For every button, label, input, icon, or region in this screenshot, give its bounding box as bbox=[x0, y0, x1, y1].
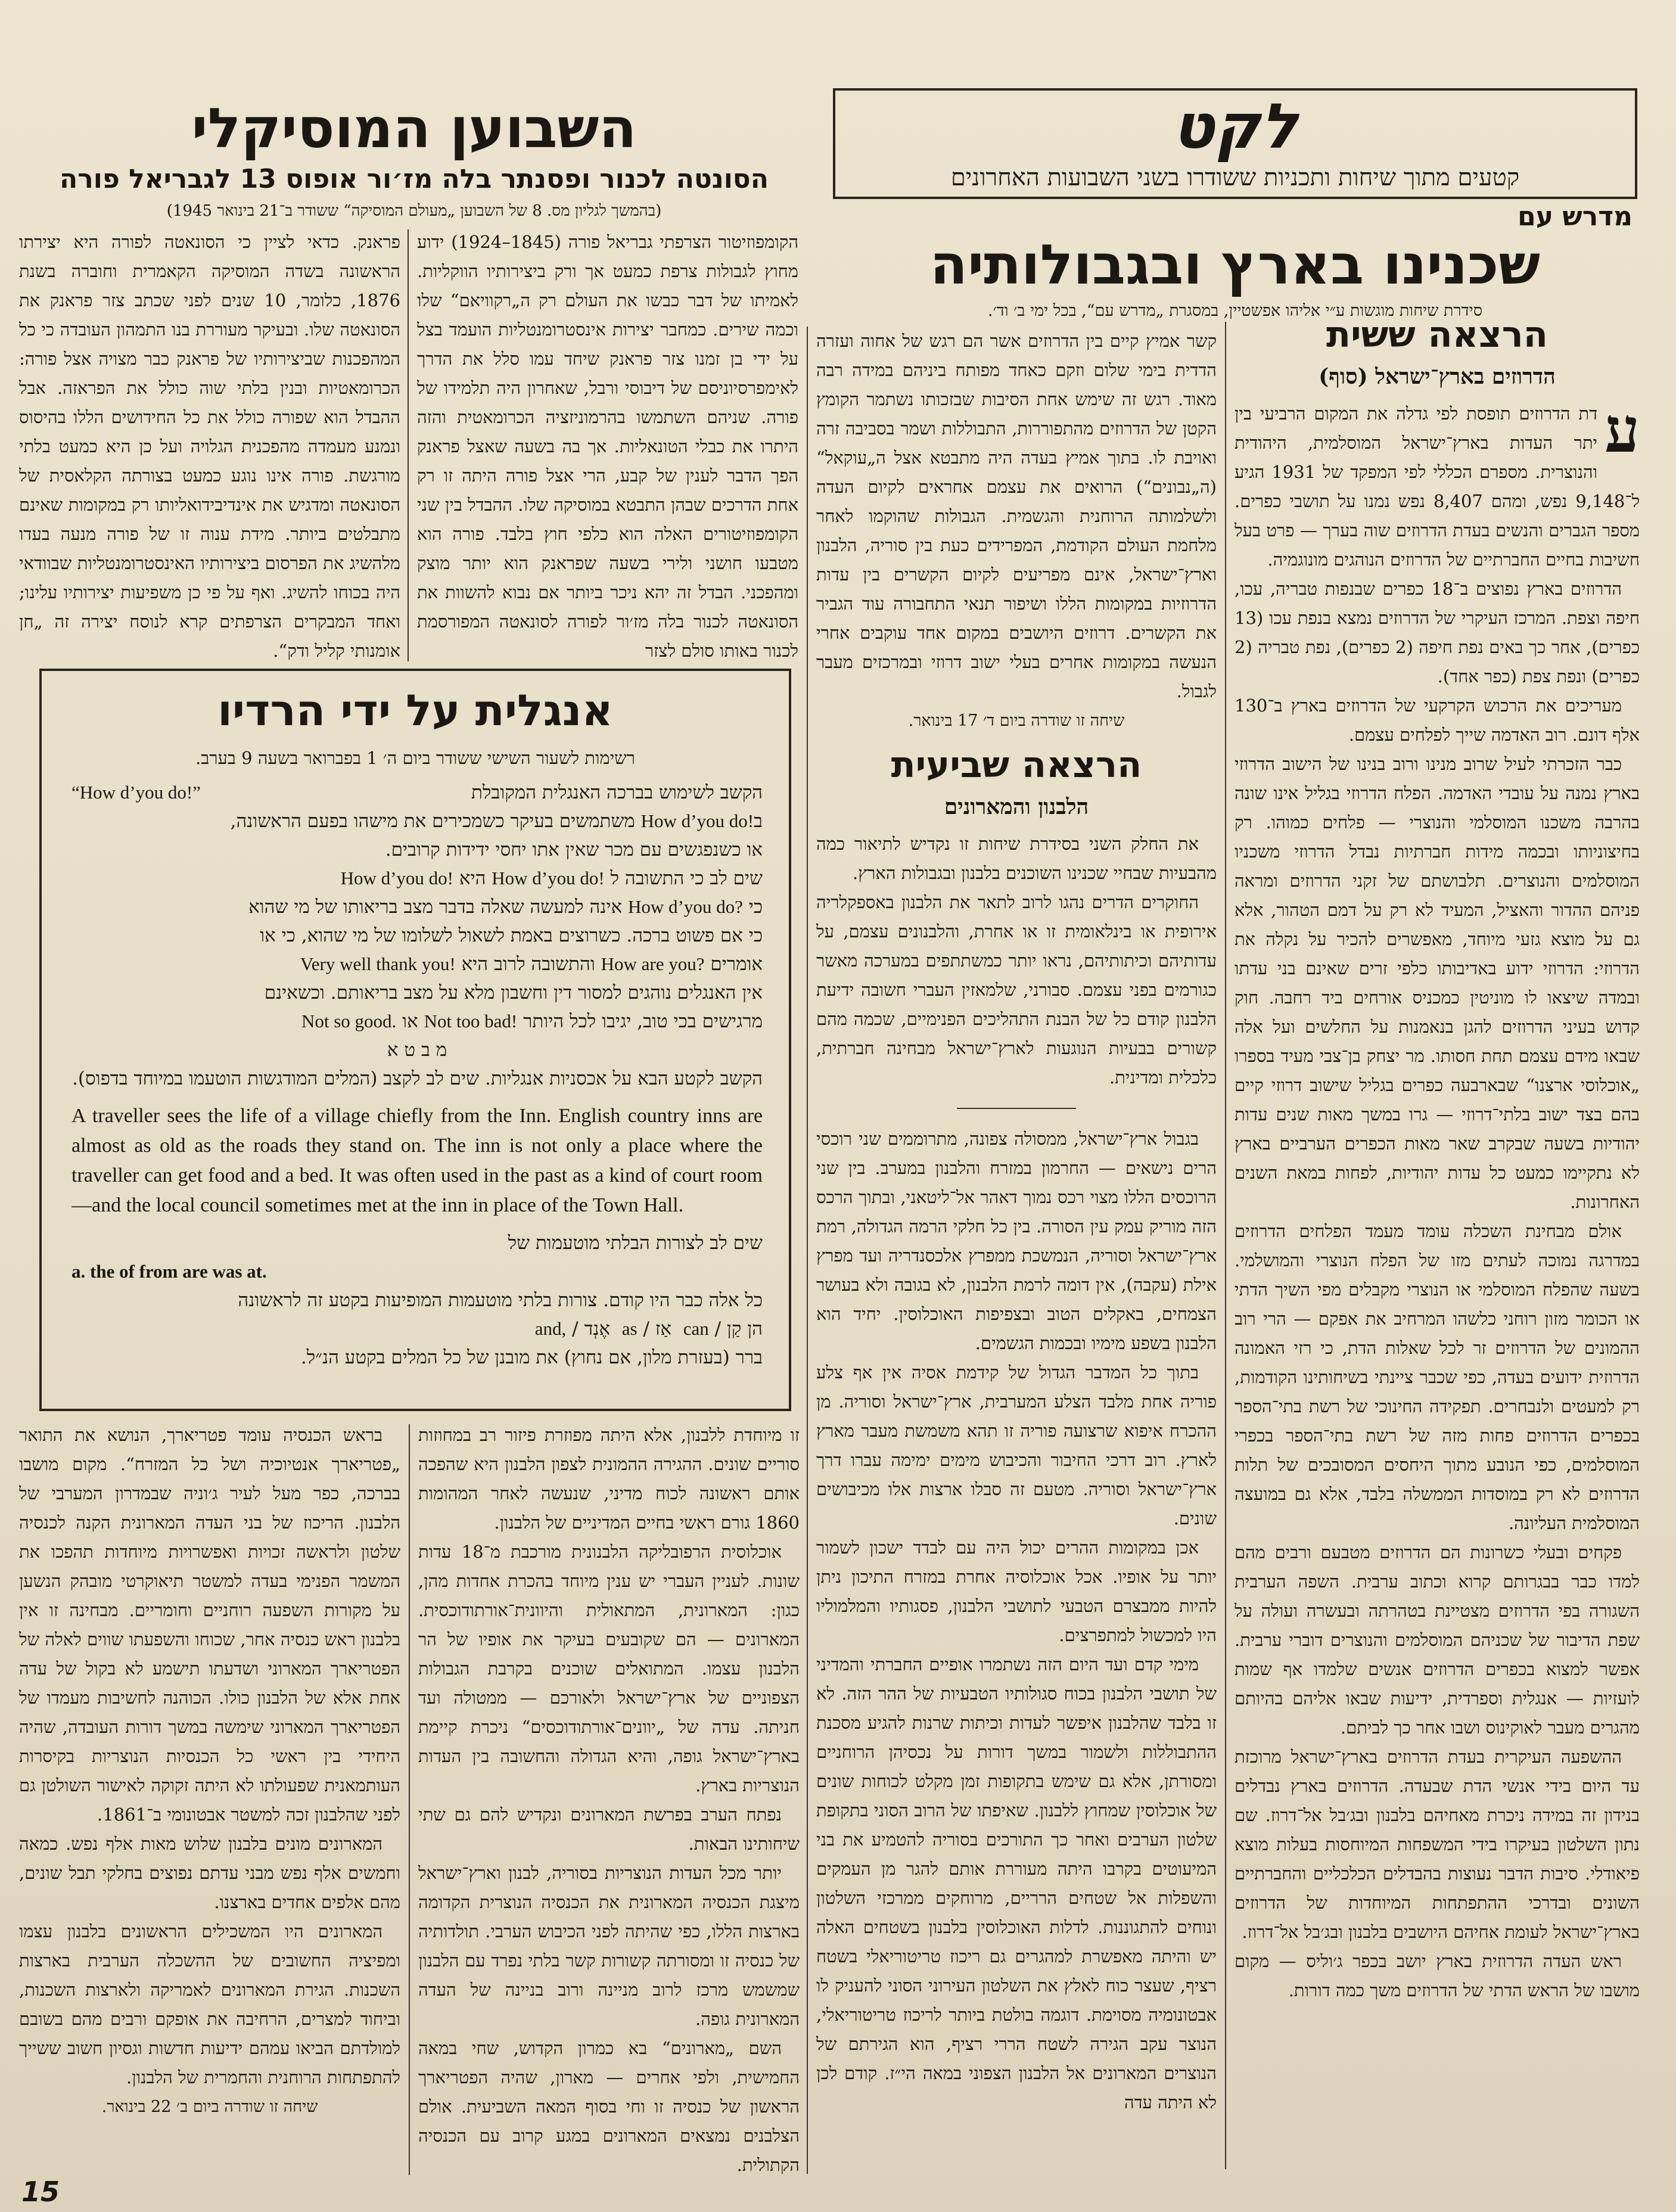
english-line: אין האנגלים נוהגים למסור דין וחשבון מלא על מצב בריאותם. וכשאינם bbox=[264, 982, 763, 1004]
leket-logo: לקט bbox=[1172, 91, 1298, 162]
article-paragraph: נפתח הערב בפרשת המארונים ונקדיש להם גם שתי שיחותינו הבאות. bbox=[418, 1804, 800, 1854]
article-paragraph: המארונים היו המשכילים הראשונים בלבנון עצמו ומפיציה החשובים של ההשכלה הערבית בארצות השכנות. הגירת המארונים לאמריקה ולארצות השכנות, וביחוד למצרים, הרחיבה את אופקם ורבים מהם בשובם למולדתם הביאו עמהם ידיעות חדשות וגסיון חשוב ששייך להתפתחות הרוחנית והחמרית של הלבנון. bbox=[19, 1921, 400, 2087]
lecture6-column bbox=[1235, 310, 1640, 2175]
section-rule bbox=[957, 1108, 1076, 1109]
music-column-right bbox=[417, 228, 798, 663]
leket-box bbox=[833, 88, 1637, 199]
article-paragraph: קשר אמיץ קיים בין הדרוזים אשר הם רגש של אחוה ועזרה הדדית בימי שלום וזקם כאחד מפותח ביניהם במידה רבה מאוד. רגש זה שימש אחת הסיבות שבזכותו נשתמר הקומץ הקטן של הדרוזים מהתפוררות, התבוללות ושמר בסביבה זרה ואויבת לו. בתוך אמיץ בעדה היה מתבטא אצל ה„עוקאל“ (ה„נבונים“) הרואים את עצמם אחראים לקיום העדה ולשלמותה הרוחנית והגשמית. הגבולות שהוקמו לאחר מלחמת העולם הקודמת, המפרידים כעת בין סוריה, הלבנון וארץ־ישראל, אינם מפריעים לקיום הקשרים בין עדות הדרוזיות במקומות הללו ושיפור תנאי התחבורה עוד הגביר את הקשרים. דרוזים היושבים במקום אחד עוקבים אחרי הנעשה במקומות אחרים בעלי ישוב דרוזי ובמרכזים מעבר לגבול. bbox=[816, 331, 1217, 701]
article-paragraph: הדרוזים בארץ נפוצים ב־18 כפרים שבנפות טבריה, עכו, חיפה וצפת. המרכז העיקרי של הדרוזים נמצא בנפת עכו (13 כפרים), אחר כך באים נפת חיפה (2 כפרים), נפת טבריה (2 כפרים) ונפת צפת (כפר אחד). bbox=[1235, 579, 1640, 686]
air-date: שיחה זו שודרה ביום ב׳ 22 בינואר. bbox=[101, 2098, 318, 2116]
lecture6-title: הרצאה ששית bbox=[1326, 314, 1548, 356]
music-note: (בהמשך לגליון מס. 8 של השבוען „מעולם המוסיקה“ ששודר ב־21 בינואר 1945) bbox=[166, 202, 662, 220]
column-divider bbox=[807, 327, 808, 2174]
music-paragraph: פראנק. כדאי לציין כי הסונאטה לפורה היא יצירתו הראשונה בשדה המוסיקה הקאמרית וחוברה בשנת 1876, כלומר, 10 שנים לפני שכתב צזר פראנק את הסונאטה שלו. ובעיקר מעוררת בנו התמהון העובדה כי כל המהפכנות שביצירותיו של פראנק כבר מצויה אצל פורה: הכרומאטיות ובנין בלתי שוה כולל את הפראזה. אבל ההבדל הוא שפורה כולל את כל החידושים הללו בהיסוס ונמנע מעמדה מהפכנית הגלויה ועל כן היא כמעט בלתי מורגשת. פורה אינו נוגע כמעט בצורתה הקלאסית של הסונאטה ומדגיש את אינדיבידואליותו רק במקומות שאינם מתבלטים ביותר. מידת ענוה זו של פורה מנעה בעדו מלהשיג את הפרסום ביצירותיו האינסטרומנטליות שבוודאי היה בכוחו להשיג. ואף על פי כן משפיעות יצירותיו עלינו; ואחד המבקרים הצרפתים קרא לנוסח יצירה זה „חן אומנותי קליל ודק“. bbox=[19, 232, 400, 661]
lecture6-subtitle: הדרוזים בארץ־ישראל (סוף) bbox=[1319, 364, 1556, 389]
article-paragraph: בתוך כל המדבר הגדול של קידמת אסיה אין אף צלע פוריה אחת מלבד הצלע המערבית, ארץ־ישראל וסוריה. מן ההכרח איפוא שרצועה פוריה זו תהא משמשת מעבר מארץ לארץ. רוב דרכי החיבור והכיבוש מימים ימימה עברו דרך ארץ־ישראל וסוריה. מטעם זה סבלו ארצות אלו מכיבושים שונים. bbox=[816, 1362, 1217, 1528]
english-line: ברר (בעזרת מלון, אם נחוץ) את מובנן של כל המלים בקטע הנ״ל. bbox=[300, 1347, 763, 1368]
article-paragraph: פקחים ובעלי כשרונות הם הדרוזים מטבעם ורבים מהם למדו כבר בבגרותם קרוא וכתוב ערבית. השפה הערבית השגורה בפי הדרוזים מצטיינת בטהרתה ובעשרה ועולה על שפת הדיבור של שכניהם המוסלמים והנוצרים דוברי ערבית. אפשר למצוא בכפרים הדרוזים אנשים שלמדו אף שמות לועזיות — אנגלית וספרדית, ידיעות שבאו אליהם בהיותם מהגרים מעבר לאוקינוס ושבו אחר כך לביתם. bbox=[1235, 1542, 1640, 1738]
article-paragraph: זו מיוחדת ללבנון, אלא היתה מפוזרת פיזור רב במחוזות סוריים שונים. ההגירה ההמונית לצפון הלבנון היא שהפכה אותם ראשונה לכוח מדיני, שנעשה לאחר המהומות 1860 גורם ראשי בחיים המדיניים של הלבנון. bbox=[418, 1425, 800, 1533]
bottom-column-left bbox=[19, 1421, 400, 2177]
midrash-series: סידרת שיחות מוגשות ע״י אליהו אפשטיין, במסגרת „מדרש עם“, בכל ימי ב׳ וד׳. bbox=[987, 302, 1483, 320]
english-line: a. the of from are was at. bbox=[71, 1261, 267, 1282]
bottom-column-right bbox=[418, 1421, 800, 2177]
page-number: 15 bbox=[21, 2176, 60, 2208]
english-line: כל אלה כבר היו קודם. צורות בלתי מוטעמות המופיעות בקטע זה לראשונה bbox=[238, 1290, 763, 1311]
article-paragraph: כבר הזכרתי לעיל שרוב מנינו ורוב בנינו של הישוב הדרוזי בארץ נמנה על עובדי האדמה. הפלח הדרוזי בגליל אינו שונה בהרבה משכנו המוסלמי והנוצרי — פלחים כמוהו. רק בחיצוניותו ובכמה מידות חברתיות נבדל הדרוזי משכניו המוסלמים והנוצרים. תלבושתם של זקני הדרוזים ומראה פניהם ההדור והאציל, המעיד לא רק על דמם הטהור, אלא גם על מוצא גזעי מיוחד, מאפשרים להכיר על נקלה את הדרוזי: הדרוזי ידוע באדיבותו כלפי זרים שאינם בני עדתו ובמדה שיצאו לו מוניטין כמכניס אורחים ביד רחבה. חוק קדוש בעיני הדרוזים להגן בנאמנות על החלשים ועל אלה שבאו מידם עצמם תחת חסותו. מר יצחק בן־צבי מעיד בספרו „אוכלוסי ארצנו“ שבארבעה כפרים בגליל שישוב דרוזי קיים בהם בצד ישוב בלתי־דרוזי — גרו במשך מאות שנים עדות יהודיות בשעה שבקרב שאר מאות הכפרים הערביים בארץ לא נתקיימו כמעט כל עדות יהודיות, לפחות במאת השנים האחרונות. bbox=[1235, 754, 1640, 1212]
english-line: שים לב לצורות הבלתי מוטעמות של bbox=[508, 1232, 763, 1254]
column-divider bbox=[409, 1424, 410, 2175]
english-line: כי אם פשוט ברכה. כשרוצים באמת לשאול לשלומו של מי שהוא, כי או bbox=[260, 925, 763, 946]
leket-subtitle: קטעים מתוך שיחות ותכניות ששודרו בשני השבועות האחרונים bbox=[950, 164, 1520, 191]
music-subtitle: הסונטה לכנור ופסנתר בלה מז׳ור אופוס 13 לגבריאל פורה bbox=[60, 164, 769, 194]
column-divider bbox=[408, 229, 409, 661]
article-paragraph: בגבול ארץ־ישראל, ממסולה צפונה, מתרוממים שני רוכסי הרים נישאים — החרמון במזרח והלבנון במערב. בין שני הרוכסים הללו מצוי רכס נמוך דאהר אל־ליטאני, ובתוך הרכס הזה מוריק עמק עין הסורה. בין כל חלקי הרמה הגדולה, רמת ארץ־ישראל וסוריה, הנמשכת ממפרץ אלכסנדריה ועד מפרץ אילת (עקבה), אין דומה לרמת הלבנון, לא בגובה ולא בעושר הצמחים, באקלים הטוב ובצפיפות האוכלוסין. יחיד הוא הלבנון בשפע מימיו ובכמות הגשמים. bbox=[816, 1129, 1217, 1353]
music-paragraph: הקומפוזיטור הצרפתי גבריאל פורה (1845–1924) ידוע מחוץ לגבולות צרפת כמעט אך ורק ביצירותיו הווקליות. לאמיתו של דבר כבשו את העולם רק ה„רקוויאם“ שלו וכמה שירים. כמחבר יצירות אינסטרומנטליות הועמד בצל על ידי בן זמנו צזר פראנק שיחד עמו סלל את הדרך לאימפרסיוניסם של דיבוסי ורבל, שאחרון היה תלמידו של פורה. שניהם השתמשו בהרמוניזציה הכרומאטית והזה היתרו את כבלי הטונאליות. אך בה בשעה שאצל פראנק הפך הדבר לענין של קבע, הרי אצל פורה היתה זו רק אחת הדרכים שבהן התבטא במוסיקה שלו. ההבדל בין שני הקומפוזיטורים האלה הוא כלפי חוץ בלבד. פורה הוא מטבעו חושני ולירי בשעה שפראנק הוא יותר מוצק ומהפכני. הבדל זה יהא ניכר ביותר אם נבוא להשוות את הסונאטה לכנור בלה מז׳ור לפורה לסונאטה המפורסמת לכנור באותו סולם לצזר bbox=[417, 232, 798, 661]
english-title: אנגלית על ידי הרדיו bbox=[217, 685, 613, 735]
music-column-left bbox=[19, 228, 400, 663]
article-paragraph: אוכלוסית הרפובליקה הלבנונית מורכבת מ־18 עדות שונות. לעניין העברי יש ענין מיוחד בהכרת אחדות מהן, כגון: המארונית, המתאולית והיוונית־אורתודוכסית. המארונים — הם שקובעים בעיקר את אופיו של הר הלבנון עצמו. המתואלים שוכנים בקרבת הגבולות הצפוניים של ארץ־ישראל ולאורכם — ממטולה ועד חניתה. עדה של „יוונים־אורתודוכסים“ ניכרת קיימת בארץ־ישראל גופה, והיא הגדולה והחשובה בין העדות הנוצריות בארץ. bbox=[418, 1542, 800, 1795]
english-lesson-box bbox=[39, 669, 791, 1411]
article-paragraph: אכן במקומות ההרים יכול היה עם לבדד ישכון לשמור יותר על אופיו. אכל אוכלוסיה אחרת במזרח התיכון ניתן להיות ממבצרם הטבעי לתושבי הלבנון, פסגותיו והמלמוליו היו למכשול למתפרצים. bbox=[816, 1537, 1217, 1645]
article-paragraph: בראש הכנסיה עומד פטריארך, הנושא את התואר „פטריארך אנטיוכיה ושל כל המזרח“. מקום מושבו בברכה, כפר מעל לעיר ג׳וניה שבמדרון המערבי של הלבנון. הריכוז של בני העדה המארונית הקנה לכנסיה שלטון ולראשה זכויות ואפשרויות מיוחדות תהפכו את המשמר הפנימי בעדה למשטר תיאוקרטי מובהק הנשען על מקורות השפעה רוחניים וחומריים. מבחינה זו אין בלבנון ראש כנסיה אחר, שכוחו והשפעתו שווים לאלה של הפטריארך המארוני ושדעתו תישמע לא בקול של עדה אחת אלא של הלבנון כולו. הכוהנה לחשיבות מעמדו של הפטריארך המארוני שימשה במשך דורות העובדה, שהיה היחידי בין ראשי כל הכנסיות הנוצריות בקיסרות העותמאנית שפעולתו לא היתה זקוקה לאישור השולטן גם לפני שהלבנון זכה למשטר אבטונומי ב־1861. bbox=[19, 1425, 400, 1825]
english-line: בHow d’you do! משתמשים בעיקר כשמכירים את מישהו בפעם הראשונה, bbox=[230, 810, 763, 832]
article-paragraph: ראש העדה הדרוזית בארץ יושב בכפר ג׳וליס — מקום מושבו של הראש הדתי של הדרוזים משך כמה דורות. bbox=[1235, 1951, 1640, 2000]
article-paragraph: מימי קדם ועד היום הזה נשתמרו אופיים החברתי והמדיני של תושבי הלבנון בכוח סגולותיו הטבעיות של ההר הזה. לא זו בלבד שהלבנון איפשר לעדות וכיתות שרנות להגיע מסכנת ההתבוללות ולשמור במשך דורות על נכסיהן הרוחניים ומסורתן, אלא גם שימש בתקופות זמן מקלט לכוחות שונים של אוכלוסין שמחוץ ללבנון. שאיפתו של הרוב הסוני בתקופת שלטון הערבים ואחר כך התורכים בסוריה להטמיע את בני המיעוטים בקרבו היתה מעוררת אותם להגר מן העמקים והשפלות אל שטחים הרריים, מרוחקים ממרכזי השלטון ונוחים להתגוננות. לדלות האוכלוסין בלבנון בשטחים האלה יש והיתה מאפשרת למהגרים גם ריכוז טריטוריאלי בשטח רציף, שעצר כוח לאלץ את השלטון העירוני הסוני להעניק לו אבטונומיה מסוימת. דוגמה בולטת ביותר לריכוז טריטוריאלי, הנוצר עקב הגירה לשטח הררי רציף, הוא הגירתם של הנוצרים המארונים אל הלבנון הצפוני במאה הי״ז. קודם לכן לא היתה עדה bbox=[816, 1654, 1217, 2112]
air-date: שיחה זו שודרה ביום ד׳ 17 בינואר. bbox=[908, 712, 1125, 730]
english-line: אומרים How are you? והתשובה לרוב היא Very well thank you! bbox=[300, 953, 763, 975]
article-paragraph: מעריכים את הרכוש הקרקעי של הדרוזים בארץ ב־130 אלף דונם. רוב האדמה שייך לפלחים עצמם. bbox=[1235, 695, 1640, 745]
article-paragraph: יותר מכל העדות הנוצריות בסוריה, לבנון וארץ־ישראל מיצגת הכנסיה המארונית את הכנסיה הנוצרית הקדומה בארצות הללו, כפי שהיתה לפני הכיבוש הערבי. תולדותיה של כנסיה זו ומסורתה קשורות קשר בלתי נפרד עם הלבנון שמשמש מרכז לרוב מניינה ורוב בניינה של העדה המארונית גופה. bbox=[418, 1863, 800, 2029]
article-paragraph: את החלק השני בסידרת שיחות זו נקדיש לתיאור כמה מהבעיות שבחיי שכנינו השוכנים בלבנון ובגבולות הארץ. bbox=[816, 834, 1217, 883]
pronunciation-heading: מ ב ט א bbox=[387, 1039, 447, 1061]
article-paragraph: המארונים מונים בלבנון שלוש מאות אלף נפש. כמאה וחמשים אלף נפש מבני עדתם נפוצים בחלקי תבל שונים, מהם אלפים אחדים בארצנו. bbox=[19, 1834, 400, 1912]
article-paragraph: החוקרים הדרים נהגו לרוב לתאר את הלבנון באספקלריה אירופית או בינלאומית זו או אחרת, והלבנונים עצמם, על עדותיהם וכיתותיהם, נראו יותר כמשתתפים במערכה מאשר כגורמים בפני עצמם. סבורני, שלמאזין העברי חשובה ידיעת הלבנון קודם כל של הבנת התהליכים הפנימיים, שכמה מהם קשורים בבעיות הנוגעות לארץ־ישראל מבחינה חברתית, כלכלית ומדינית. bbox=[816, 892, 1217, 1088]
english-note: רשימות לשעור השישי ששודר ביום ה׳ 1 בפברואר בשעה 9 בערב. bbox=[195, 748, 635, 768]
music-title: השבוען המוסיקלי bbox=[191, 97, 637, 160]
english-line: הן קַן / can אַז / as אֶנְד / and, bbox=[534, 1318, 763, 1340]
midrash-title: שכנינו בארץ ובגבולותיה bbox=[929, 233, 1541, 297]
english-line: שים לב כי התשובה ל How d’you do! היא How d’you do! bbox=[340, 868, 763, 889]
english-line: כי How d’you do? אינה למעשה שאלה בדבר מצב בריאותו של מי שהוא bbox=[248, 896, 763, 918]
article-paragraph: אולם מבחינת השכלה עומד מעמד הפלחים הדרוזים במדרגה נמוכה לעתים מזו של הפלח הנוצרי והמושלמי. בשעה שהפלח המוסלמי או הנוצרי מקבלים מפי השיך הדתי או הכומר מזון רוחני כלשהו המרחיב את אפקם — הרי רוב ההמונים של הדרוזים זר לכל שאלות הדת, כי רזי האמונה הדרוזית ידועים בעדה, כפי שכבר ציינתי בשיחותינו הקודמות, רק למעטים ולנבחרים. תפקידה החינוכי של רשת בתי־הספר בכפרים הדרוזים פחות מזה של רשת בתי־הספר בכפרי המוסלמים, כפי הנובע מתוך היחסים המסובכים של תלות הדרוזים לא רק במוסדות הממשלה בלבד, אלא גם במועצה המוסלמית העליונה. bbox=[1235, 1221, 1640, 1533]
english-passage: A traveller sees the life of a village chiefly from the Inn. English country inns are almost as old as the roads they stand on. The inn is not only a place where the traveller can get food and a bed. It was often used in the past as a kind of court room—and the local council sometimes met at the inn in place of the Town Hall. bbox=[71, 1105, 763, 1216]
dropcap: ע bbox=[1605, 393, 1640, 467]
greeting-text: “How d’you do!” bbox=[71, 782, 201, 803]
lecture7-subtitle: הלבנון והמארונים bbox=[944, 794, 1089, 819]
article-paragraph: השם „מארונים“ בא כמרון הקדוש, שחי במאה החמישית, ולפי אחרים — מארון, שהיה הפטריארך הראשון של כנסיה זו וחי בסוף המאה השביעית. אולם הצלבנים נמצאים המארונים במגע קרוב עם הכנסיה הקתולית. bbox=[418, 2038, 800, 2175]
article-paragraph: ההשפעה העיקרית בעדת הדרוזים בארץ־ישראל מרוכזת עד היום בידי אנשי הדת שבעדה. הדרוזים בארץ נבדלים בנידון זה במידה ניכרת מאחיהם בלבנון ובג׳בל אל־דרוז. שם נתון השלטון בעיקרו בידי המשפחות המיוחסות בעלות מוצא פיאודלי. סיבות הדבר נעוצות בהבדלים הכלכליים והחברתיים השונים ובדרכי ההתפתחות המיוחדות של הדרוזים בארץ־ישראל לעומת אחיהם היושבים בלבנון ובג׳בל אל־דרוז. bbox=[1235, 1747, 1640, 1942]
english-line: מרגישים בכי טוב, יגיבו לכל היותר Not too bad! או Not so good. bbox=[301, 1011, 763, 1032]
english-line: הקשב לקטע הבא על אכסניות אנגליות. שים לב לקצב (המלים המודגשות הוטעמו במיוחד בדפוס). bbox=[72, 1068, 763, 1089]
english-lines bbox=[71, 778, 763, 1398]
article-paragraph: ע דת הדרוזים תופסת לפי גדלה את המקום הרביעי בין יתר העדות בארץ־ישראל המוסלמית, היהודית והנוצרית. מספרם הכללי לפי המפקד של 1931 הגיע ל־9,148 נפש, ומהם 8,407 נפש נמנו על תושבי כפרים. מספר הגברים והנשים בעדת הדרוזים שוה בערך — פרט בעל חשיבות בחיים החברתיים של הדרוזים הנוהגים מונוגמיה. bbox=[1235, 393, 1640, 570]
middle-column bbox=[816, 327, 1217, 2175]
english-line: או כשנפגשים עם מכר שאין אתו יחסי ידידות קרובים. bbox=[385, 839, 763, 860]
midrash-label: מדרש עם bbox=[1518, 201, 1633, 232]
english-line: הקשב לשימוש בברכה האנגלית המקובלת “How d’you do!” bbox=[71, 778, 763, 807]
column-divider bbox=[1225, 322, 1226, 2169]
lecture7-title: הרצאה שביעית bbox=[891, 744, 1142, 786]
